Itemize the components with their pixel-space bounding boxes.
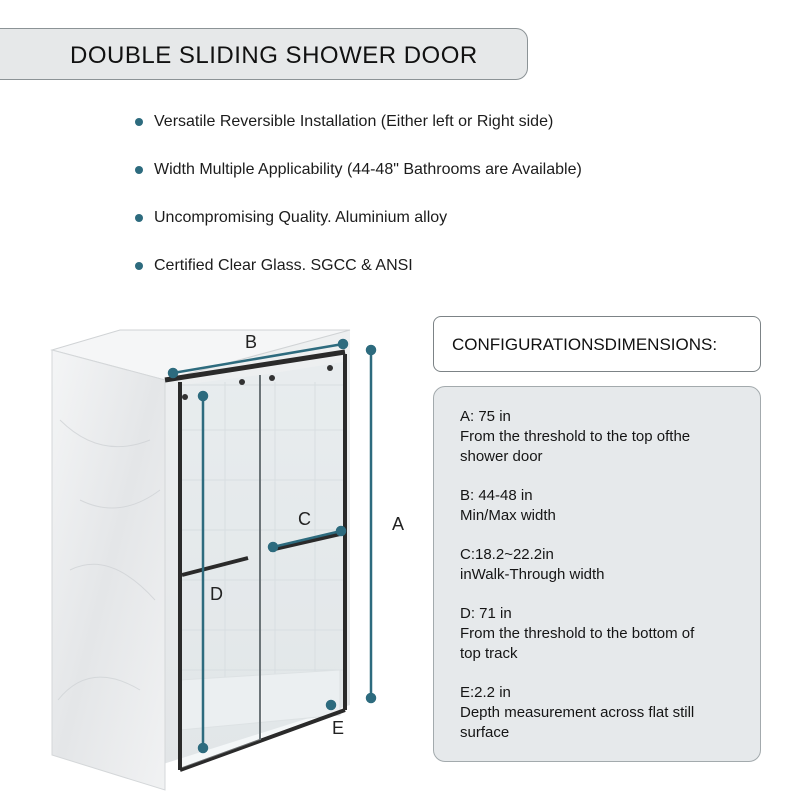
bullet-icon: [135, 262, 143, 270]
feature-text: Uncompromising Quality. Aluminium alloy: [154, 209, 448, 226]
page-title: DOUBLE SLIDING SHOWER DOOR: [70, 42, 478, 69]
dimension-d: [460, 604, 750, 664]
dimension-heading: D: 71 in: [460, 605, 512, 622]
config-title: CONFIGURATIONSDIMENSIONS:: [452, 335, 718, 354]
dimensions-list: [460, 407, 750, 762]
label-b: B: [245, 332, 258, 352]
dimension-desc: surface: [460, 724, 510, 741]
bullet-icon: [135, 118, 143, 126]
feature-text: Versatile Reversible Installation (Either left or Right side): [154, 113, 554, 130]
dimension-e: [460, 683, 750, 743]
left-wall: [52, 350, 165, 790]
dimension-desc: Min/Max width: [460, 507, 556, 524]
dimension-desc: inWalk-Through width: [460, 566, 605, 583]
feature-item: [135, 160, 582, 208]
feature-item: [135, 256, 582, 304]
dimension-desc: shower door: [460, 448, 543, 465]
dimension-a: [460, 407, 750, 467]
dimension-c: [460, 545, 750, 585]
feature-item: [135, 112, 582, 160]
dimension-desc: top track: [460, 645, 518, 662]
dimension-heading: C:18.2~22.2in: [460, 546, 554, 563]
feature-item: [135, 208, 582, 256]
dimension-desc: Depth measurement across flat still: [460, 704, 695, 721]
label-a: A: [392, 514, 405, 534]
feature-text: Certified Clear Glass. SGCC & ANSI: [154, 257, 413, 274]
feature-text: Width Multiple Applicability (44-48" Bathrooms are Available): [154, 161, 582, 178]
bullet-icon: [135, 214, 143, 222]
dimension-heading: B: 44-48 in: [460, 487, 533, 504]
dimension-desc: From the threshold to the bottom of: [460, 625, 695, 642]
dimension-b: [460, 486, 750, 526]
label-d: D: [210, 584, 223, 604]
label-e: E: [332, 718, 345, 738]
shower-illustration: [40, 320, 430, 800]
dimension-heading: A: 75 in: [460, 408, 511, 425]
bullet-icon: [135, 166, 143, 174]
feature-list: [135, 112, 582, 304]
label-c: C: [298, 509, 311, 529]
dimension-desc: From the threshold to the top ofthe: [460, 428, 691, 445]
dimension-heading: E:2.2 in: [460, 684, 511, 701]
shower-diagram: [40, 320, 430, 800]
